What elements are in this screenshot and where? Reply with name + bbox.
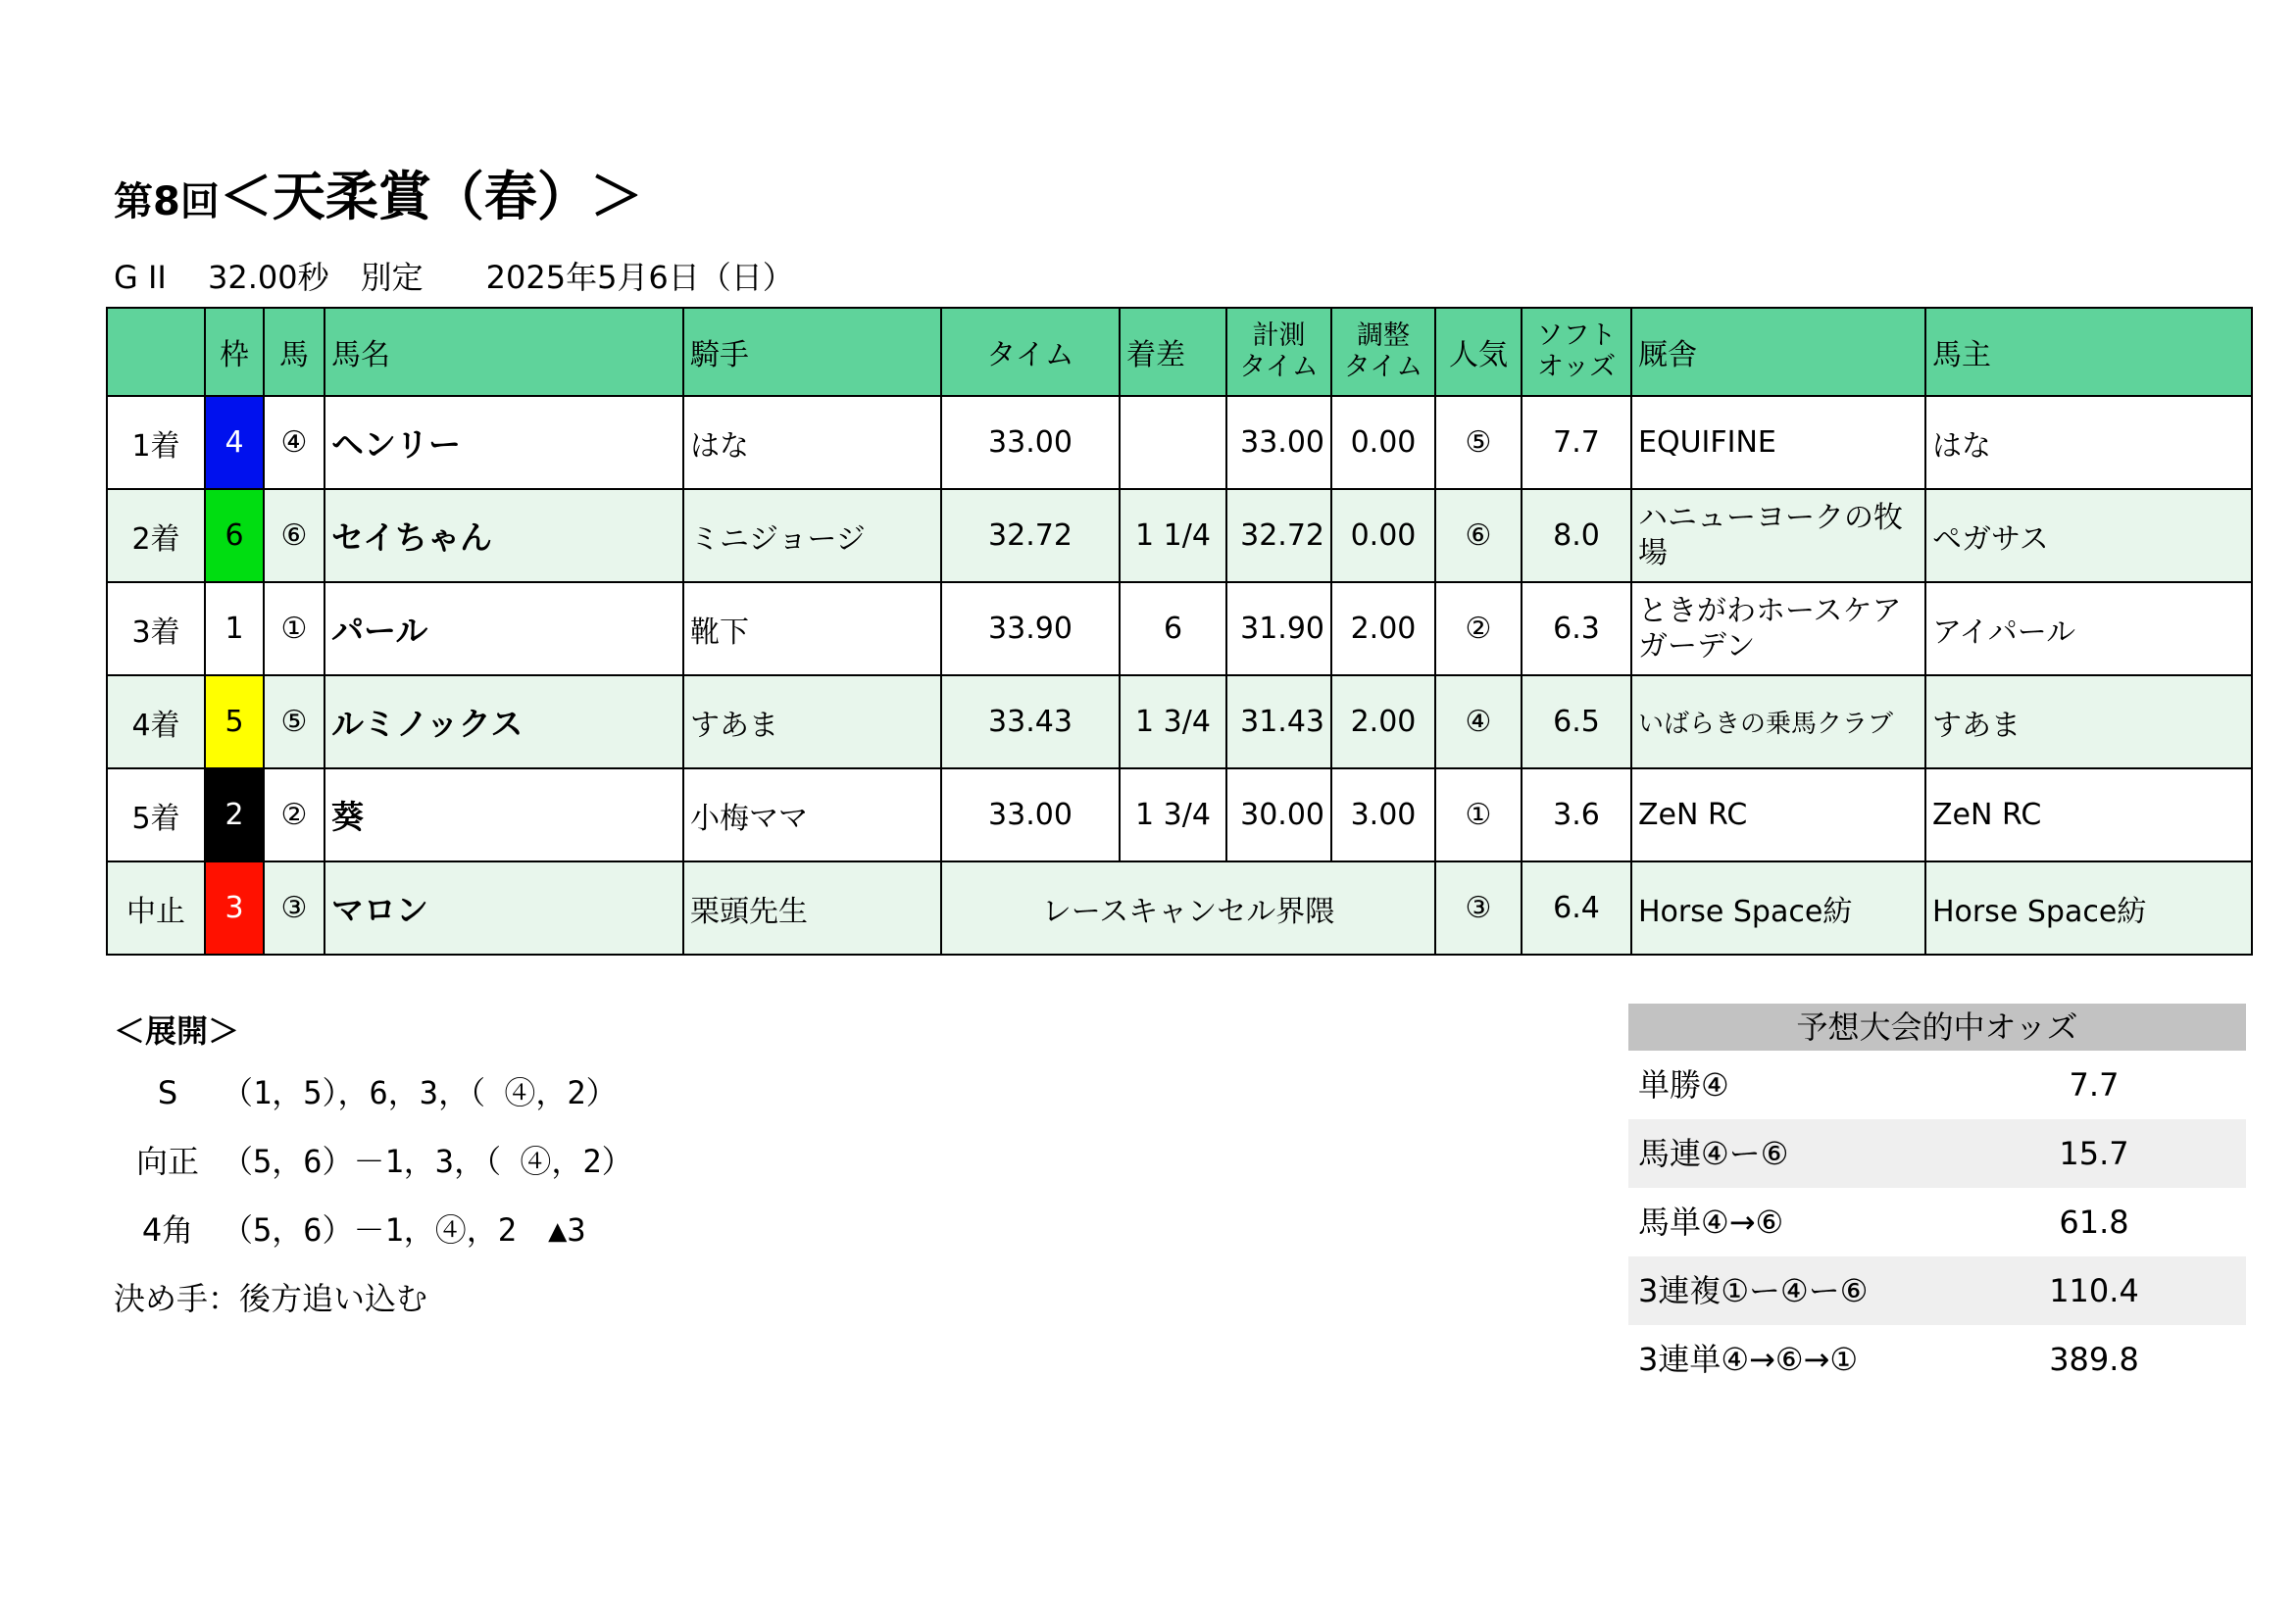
header-jockey: 騎手 bbox=[683, 308, 941, 396]
odds-label: 3連複①ー④ー⑥ bbox=[1638, 1272, 1869, 1309]
cell-position: 2着 bbox=[107, 489, 205, 582]
cell-horse-name: マロン bbox=[324, 861, 683, 955]
results-table bbox=[106, 307, 2253, 956]
cell-owner: はな bbox=[1925, 396, 2252, 489]
cell-adjusted-time: 0.00 bbox=[1331, 396, 1435, 489]
header-stable: 厩舎 bbox=[1631, 308, 1925, 396]
odds-value: 389.8 bbox=[2049, 1341, 2139, 1378]
cell-measured-time: 31.90 bbox=[1226, 582, 1331, 675]
table-row bbox=[107, 582, 2252, 675]
development-label: 4角 bbox=[141, 1211, 194, 1249]
odds-value: 15.7 bbox=[2059, 1135, 2129, 1172]
cell-waku: 2 bbox=[205, 768, 264, 861]
cell-adjusted-time: 2.00 bbox=[1331, 675, 1435, 768]
cell-horse-name: 葵 bbox=[324, 768, 683, 861]
cell-time: 32.72 bbox=[941, 489, 1120, 582]
cell-stable: ZeN RC bbox=[1631, 768, 1925, 861]
cell-adjusted-time: 3.00 bbox=[1331, 768, 1435, 861]
cell-position: 中止 bbox=[107, 861, 205, 955]
cell-margin: 1 1/4 bbox=[1120, 489, 1226, 582]
odds-value: 61.8 bbox=[2059, 1204, 2129, 1241]
race-info: G II 32.00秒 別定 2025年5月6日（日） bbox=[114, 259, 794, 296]
cell-owner: アイパール bbox=[1925, 582, 2252, 675]
cell-owner: すあま bbox=[1925, 675, 2252, 768]
cell-position: 4着 bbox=[107, 675, 205, 768]
cell-margin: 1 3/4 bbox=[1120, 675, 1226, 768]
cell-horse-name: パール bbox=[324, 582, 683, 675]
odds-value: 7.7 bbox=[2069, 1066, 2120, 1104]
cell-owner: ペガサス bbox=[1925, 489, 2252, 582]
cell-margin: 6 bbox=[1120, 582, 1226, 675]
cell-measured-time: 31.43 bbox=[1226, 675, 1331, 768]
cell-waku: 5 bbox=[205, 675, 264, 768]
table-header-row bbox=[107, 308, 2252, 396]
header-horse-name: 馬名 bbox=[324, 308, 683, 396]
header-margin: 着差 bbox=[1120, 308, 1226, 396]
cell-horse-name: ルミノックス bbox=[324, 675, 683, 768]
cell-stable: Horse Space紡 bbox=[1631, 861, 1925, 955]
header-position bbox=[107, 308, 205, 396]
cell-horse-number: ② bbox=[264, 768, 324, 861]
race-edition: 第8回 bbox=[114, 179, 220, 224]
development-label: S bbox=[157, 1074, 178, 1111]
cell-odds: 6.5 bbox=[1522, 675, 1631, 768]
race-name: ＜天柔賞（春）＞ bbox=[219, 166, 643, 227]
cell-measured-time: 32.72 bbox=[1226, 489, 1331, 582]
odds-row bbox=[1628, 1256, 2246, 1325]
cell-waku: 3 bbox=[205, 861, 264, 955]
odds-label: 3連単④→⑥→① bbox=[1638, 1341, 1859, 1378]
cell-stable: ハニューヨークの牧場 bbox=[1631, 489, 1925, 582]
development-text: （1，5），6，3，（ ④，2） bbox=[222, 1074, 618, 1111]
cell-stable: いばらきの乗馬クラブ bbox=[1631, 675, 1925, 768]
development-row bbox=[114, 1137, 633, 1182]
development-row bbox=[114, 1205, 586, 1251]
cell-waku: 6 bbox=[205, 489, 264, 582]
cell-stable: EQUIFINE bbox=[1631, 396, 1925, 489]
odds-row bbox=[1628, 1188, 2246, 1256]
odds-title: 予想大会的中オッズ bbox=[1628, 1004, 2246, 1051]
cell-odds: 8.0 bbox=[1522, 489, 1631, 582]
cell-horse-number: ③ bbox=[264, 861, 324, 955]
cell-waku: 1 bbox=[205, 582, 264, 675]
cell-popularity: ② bbox=[1435, 582, 1522, 675]
finishing-move: 決め手：後方追い込む bbox=[114, 1280, 428, 1317]
odds-row bbox=[1628, 1325, 2246, 1394]
development-row bbox=[114, 1068, 618, 1113]
cell-jockey: はな bbox=[683, 396, 941, 489]
table-row bbox=[107, 396, 2252, 489]
cell-odds: 7.7 bbox=[1522, 396, 1631, 489]
cell-time: 33.43 bbox=[941, 675, 1120, 768]
cell-jockey: すあま bbox=[683, 675, 941, 768]
cell-adjusted-time: 0.00 bbox=[1331, 489, 1435, 582]
header-waku: 枠 bbox=[205, 308, 264, 396]
cell-waku: 4 bbox=[205, 396, 264, 489]
odds-label: 馬連④ー⑥ bbox=[1638, 1135, 1789, 1172]
header-horse-number: 馬 bbox=[264, 308, 324, 396]
development-heading: ＜展開＞ bbox=[114, 1012, 240, 1050]
cell-margin: 1 3/4 bbox=[1120, 768, 1226, 861]
cell-owner: ZeN RC bbox=[1925, 768, 2252, 861]
cell-popularity: ⑤ bbox=[1435, 396, 1522, 489]
cell-horse-name: セイちゃん bbox=[324, 489, 683, 582]
table-row bbox=[107, 861, 2252, 955]
cell-time: 33.00 bbox=[941, 396, 1120, 489]
cell-position: 1着 bbox=[107, 396, 205, 489]
cell-jockey: 靴下 bbox=[683, 582, 941, 675]
development-text: （5，6）－1，3，（ ④，2） bbox=[222, 1143, 633, 1180]
cell-odds: 3.6 bbox=[1522, 768, 1631, 861]
development-text: （5，6）－1，④，2 ▲3 bbox=[222, 1211, 586, 1249]
cell-popularity: ③ bbox=[1435, 861, 1522, 955]
cell-horse-number: ① bbox=[264, 582, 324, 675]
development-label: 向正 bbox=[135, 1143, 199, 1180]
odds-row bbox=[1628, 1051, 2246, 1119]
cell-popularity: ⑥ bbox=[1435, 489, 1522, 582]
cell-popularity: ④ bbox=[1435, 675, 1522, 768]
cell-odds: 6.3 bbox=[1522, 582, 1631, 675]
header-adjusted-time: 調整 タイム bbox=[1331, 308, 1435, 396]
cell-time: 33.00 bbox=[941, 768, 1120, 861]
table-row bbox=[107, 675, 2252, 768]
cell-jockey: ミニジョージ bbox=[683, 489, 941, 582]
race-title bbox=[114, 155, 643, 230]
table-row bbox=[107, 489, 2252, 582]
odds-label: 馬単④→⑥ bbox=[1638, 1204, 1784, 1241]
cell-horse-name: ヘンリー bbox=[324, 396, 683, 489]
cell-margin bbox=[1120, 396, 1226, 489]
cell-horse-number: ⑥ bbox=[264, 489, 324, 582]
cell-jockey: 栗頭先生 bbox=[683, 861, 941, 955]
cell-stable: ときがわホースケアガーデン bbox=[1631, 582, 1925, 675]
cell-horse-number: ⑤ bbox=[264, 675, 324, 768]
cell-time: 33.90 bbox=[941, 582, 1120, 675]
cell-cancel-note: レースキャンセル界隈 bbox=[941, 861, 1435, 955]
header-soft-odds: ソフト オッズ bbox=[1522, 308, 1631, 396]
cell-adjusted-time: 2.00 bbox=[1331, 582, 1435, 675]
cell-odds: 6.4 bbox=[1522, 861, 1631, 955]
header-owner: 馬主 bbox=[1925, 308, 2252, 396]
prediction-odds-table bbox=[1628, 1004, 2246, 1394]
table-row bbox=[107, 768, 2252, 861]
cell-position: 5着 bbox=[107, 768, 205, 861]
odds-row bbox=[1628, 1119, 2246, 1188]
odds-label: 単勝④ bbox=[1638, 1066, 1729, 1104]
cell-measured-time: 30.00 bbox=[1226, 768, 1331, 861]
cell-position: 3着 bbox=[107, 582, 205, 675]
cell-measured-time: 33.00 bbox=[1226, 396, 1331, 489]
header-measured-time: 計測 タイム bbox=[1226, 308, 1331, 396]
cell-jockey: 小梅ママ bbox=[683, 768, 941, 861]
cell-horse-number: ④ bbox=[264, 396, 324, 489]
cell-popularity: ① bbox=[1435, 768, 1522, 861]
header-popularity: 人気 bbox=[1435, 308, 1522, 396]
cell-owner: Horse Space紡 bbox=[1925, 861, 2252, 955]
odds-value: 110.4 bbox=[2049, 1272, 2139, 1309]
header-time: タイム bbox=[941, 308, 1120, 396]
